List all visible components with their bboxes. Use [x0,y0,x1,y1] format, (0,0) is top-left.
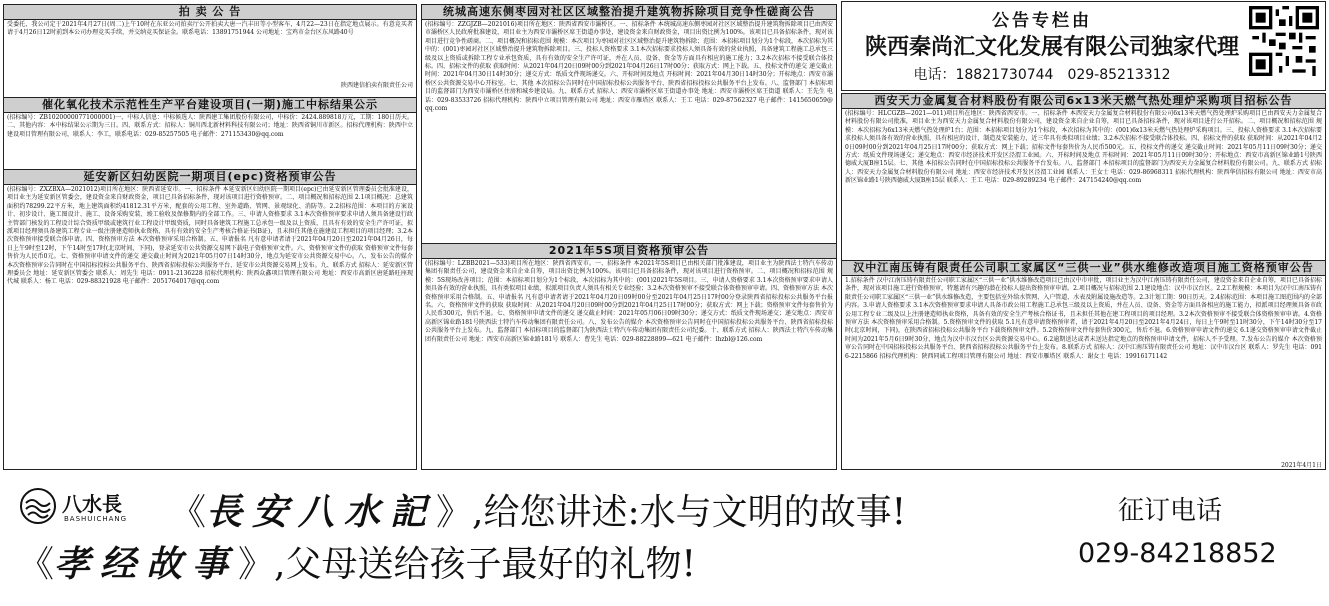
column-left [3,4,417,470]
column-middle [421,4,837,470]
catalyst-notice [4,97,416,170]
xitianda-text: (招标编号：HLCGZB—2021—011)项目所在地区：陕西省西安市。一、招标条件 本西安天力金属复合材料股份有限公司6x13米天燃气热处理炉采购项目已由西安天力金属复合材料股份有限公司批准，项目业主为西安天力金属复合材料股份有限公司，建设资金来自企业自筹，项目已具备招标条件，现对该项目进行公开招标。二、项目概况和招标范围 规模：本次招标为6x13米天燃气热处理炉1台；范围：本招标项目划分为1个标段，本次招标为其中的：(001)6x13米天燃气热处理炉采购项目。三、投标人资格要求 3.1本次招标要求投标人须具备有效的营业执照，具有相应的设计、制造及安装能力，近三年具有类似项目业绩；3.2本次招标不接受联合体投标。四、招标文件的获取 获取时间：从2021年04月20日09时00分到2021年04月25日17时00分；获取方式：网上下载；招标文件每套售价为人民币500元。五、投标文件的递交 递交截止时间：2021年05月11日09时30分；递交方式：纸质文件现场递交；递交地点：西安市经济技术开发区泾渭工业园。六、开标时间及地点 开标时间：2021年05月11日09时30分；开标地点：西安市高新区锦业路1号陕西德威大厦B座15层。七、其他 本招标公告同时在中国招标投标公共服务平台发布。八、监督部门 本招标项目的监督部门为西安天力金属复合材料股份有限公司。九、联系方式 招标人：西安天力金属复合材料股份有限公司 地址：西安市经济技术开发区泾渭工业园 联系人：王女士 电话：029-86968311 招标代理机构：陕西华信招标有限公司 地址：西安市高新区锦业路1号陕西德威大厦B座15层 联系人：王工 电话：029-89289234 电子邮件：247154240@qq.com [845,110,1322,185]
wave-logo-icon [18,486,58,526]
xitianda-title: 西安天力金属复合材料股份有限公司6x13米天燃气热处理炉采购项目招标公告 [842,94,1325,109]
slogan-line-2 [18,536,696,587]
fives-notice [422,243,836,469]
slogan2-title: 孝经故事 [54,543,239,585]
fives-text: (招标编号：LZBB2021—533)项目所在地区：陕西省西安市。一、招标条件 本2021年5S项目已由相关部门批准建设，项目业主为陕西法士特汽车传动集团有限责任公司，建设资金来自企业自筹，项目出资比例为100%。该项目已具备招标条件，现对该项目进行资格预审。二、项目概况和招标范围 规模：5S现场改善项目；范围：本招标项目划分为1个标段，本次招标为其中的：(001)2021年5S项目。三、申请人资格要求 3.1本次资格预审要求申请人须具备有效的营业执照，具有类似项目业绩，拟派项目负责人须具有相关专业经验；3.2本次资格预审不接受联合体资格预审申请。四、资格预审方法 本次资格预审采用合格制。五、申请报名 凡有意申请者请于2021年04月20日09时00分至2021年04月25日17时00分登录陕西省招标投标公共服务平台报名。六、资格预审文件的获取 获取时间：从2021年04月20日09时00分到2021年04月25日17时00分；获取方式：网上下载；资格预审文件每套售价为人民币300元，售后不退。七、资格预审申请文件的递交 递交截止时间：2021年05月06日09时30分；递交方式：纸质文件现场递交；递交地点：西安市高新区锦业路181号陕西法士特汽车传动集团有限责任公司。八、发布公告的媒介 本次资格预审公告同时在中国招标投标公共服务平台、陕西省招标投标公共服务平台上发布。九、监督部门 本招标项目的监督部门为陕西法士特汽车传动集团有限责任公司纪委。十、联系方式 招标人：陕西法士特汽车传动集团有限责任公司 地址：西安市高新区锦业路181号 联系人：曹先生 电话：029-88228899—621 电子邮件：lhzbl@126.com [425,260,833,343]
slogan1-suffix: 》,给您讲述:水与文明的故事! [436,492,907,533]
hanzhong-title: 汉中江南压铸有限责任公司职工家属区“三供一业”供水维修改造项目施工资格预审公告 [842,261,1325,276]
auction-text: 受委托，我公司定于2021年4月27日(周二)上午10时在东亚公司拍卖厅公开拍卖大唐一汽丰田等小型客车，4月22—23日在指定地点展示。有意竞买者请于4月26日12时前到本公司办理竞买手续，并交纳竞买保证金。联系电话：13891751944 公司地址：宝鸡市金台区东风路40号 [7,21,413,37]
jingbian-title: 统城高速东侧枣园对社区区域整治提升建筑物拆除项目竞争性磋商公告 [422,5,836,20]
bottom-advert [0,474,1329,606]
logo-text: 八水長 [62,492,122,516]
auction-sign: 陕西建信拍卖有限责任公司 [340,82,413,89]
slogan-line-1 [170,484,906,535]
column-right [841,93,1326,470]
slogan1-title: 長安八水記 [206,491,437,533]
slogan2-suffix: 》,父母送给孩子最好的礼物! [238,544,696,585]
ad-line1: 公告专栏由 [992,11,1092,31]
subscribe-phone: 029-84218852 [1078,538,1277,569]
catalyst-title: 催化氧化技术示范性生产平台建设项目(一期)施工中标结果公示 [4,98,416,113]
ad-phone: 电话：18821730744 029-85213312 [913,67,1171,83]
auction-title: 拍 卖 公 告 [4,5,416,20]
ad-line2: 陕西秦尚汇文化发展有限公司独家代理 [864,35,1239,60]
slogan2-prefix: 《 [18,544,55,585]
jingbian-text: (招标编号：ZZGJZB—2021016)项目所在地区：陕西省西安市灞桥区。一、招标条件 本统城高速东侧枣园对社区区域整治提升建筑物拆除项目已由西安市灞桥区人民政府批准建设，项目业主为西安市灞桥区席王街道办事处，建设资金来自财政资金，项目出资比例为100%。该项目已具备招标条件，现对该项目进行竞争性磋商。二、项目概况和招标范围 规模：本次项目为枣园对社区区域整治提升建筑物拆除；范围：本招标项目划分为1个标段，本次招标为其中的：(001)枣园对社区区域整治提升建筑物拆除项目。三、投标人资格要求 3.1本次招标要求投标人须具备有效的营业执照，具备建筑工程施工总承包三级及以上资质或拆除工程专业承包资质，具有有效的安全生产许可证，并在人员、设备、资金等方面具有相应的施工能力；3.2本次招标不接受联合体投标。四、招标文件的获取 获取时间：从2021年04月20日09时00分到2021年04月26日17时00分；获取方式：网上下载。五、投标文件的递交 递交截止时间：2021年04月30日14时30分；递交方式：纸质文件现场递交。六、开标时间及地点 开标时间：2021年04月30日14时30分；开标地点：西安市灞桥区公共资源交易中心开标室。七、其他 本次招标公告同时在中国招标投标公共服务平台、陕西省招标投标公共服务平台上发布。八、监督部门 本招标项目的监督部门为西安市灞桥区住房和城乡建设局。九、联系方式 招标人：西安市灞桥区席王街道办事处 地址：西安市灞桥区席王街道 联系人：王先生 电话：029-83533726 招标代理机构：陕西中立项目管理有限公司 地址：西安市雁塔区 联系人：王工 电话：029-87562327 电子邮件：1415650659@qq.com [425,21,833,113]
yanan-title: 延安新区妇幼医院一期项目(epc)资格预审公告 [4,170,416,185]
hanzhong-date: 2021年4月1日 [1281,462,1322,469]
hanzhong-notice [842,260,1325,469]
fives-title: 2021年5S项目资格预审公告 [422,244,836,259]
hanzhong-text: 1.招标条件 汉中江南压铸有限责任公司职工家属区“三供一业”供水维修改造项目已由汉中市审批，项目业主为汉中江南压铸有限责任公司，建设资金来自企业自筹，项目已具备招标条件，现对该项目施工进行资格预审，特邀请有兴趣的潜在投标人提出资格预审申请。2.项目概况与招标范围 2.1建设地点：汉中市汉台区。2.2工程规模：本项目为汉中江南压铸有限责任公司职工家属区“三供一业”供水维修改造，主要包括室外给水管网、入户管道、水表及附属设施改造等。2.3计划工期：90日历天。2.4招标范围：本项目施工图范围内的全部内容。3.申请人资格要求 3.1本次资格预审要求申请人具备市政公用工程施工总承包三级及以上资质，并在人员、设备、资金等方面具备相应的施工能力，拟派项目经理须具备市政公用工程专业二级及以上注册建造师执业资格，具备有效的安全生产考核合格证书，且未担任其他在建工程项目的项目经理。3.2本次资格预审不接受联合体资格预审申请。4.资格预审方法 本次资格预审采用合格制。5.资格预审文件的获取 5.1凡有意申请资格预审者，请于2021年4月20日至2021年4月24日，每日上午9时至11时30分，下午14时30分至17时(北京时间，下同)，在陕西省招标投标公共服务平台下载资格预审文件。5.2资格预审文件每套售价300元，售后不退。6.资格预审申请文件的递交 6.1递交资格预审申请文件截止时间为2021年5月6日9时30分，地点为汉中市汉台区公共资源交易中心。6.2逾期送达或者未送达指定地点的资格预审申请文件，招标人不予受理。7.发布公告的媒介 本次资格预审公告同时在中国招标投标公共服务平台、陕西省招标投标公共服务平台上发布。8.联系方式 招标人：汉中江南压铸有限责任公司 地址：汉中市汉台区 联系人：罗先生 电话：0916-2215866 招标代理机构：陕西同诚工程项目管理有限公司 地址：西安市雁塔区 联系人：谢女士 电话：19916171142 [845,277,1322,360]
qr-code-icon [1249,6,1319,76]
logo-subtext: BASHUICHANG [64,515,128,523]
yanan-text: (招标编号：ZXZBXA—2021012)项目所在地区：陕西省延安市。一、招标条件 本延安新区妇幼医院一期项目(epc)已由延安新区管理委员会批准建设，项目业主为延安新区管委会，建设资金来自财政资金，项目已具备招标条件，现对该项目进行资格预审。二、项目概况和招标范围 2.1项目概况：总建筑面积约78299.22平方米，地上建筑面积约41812.31平方米，配套的公用工程、室外道路、管网、景观绿化、消防等。2.2招标范围：本项目的方案设计、初步设计、施工图设计、施工、设备采购安装、竣工验收及保修期内的全部工作。三、申请人资格要求 3.1本次资格预审要求申请人须具备建设行政主管部门核发的工程设计综合资质甲级或建筑行业工程设计甲级资质，同时具备建筑工程施工总承包一级及以上资质，且具有有效的安全生产许可证，拟派项目经理须具备建筑工程专业一级注册建造师执业资格，具有有效的安全生产考核合格证书(B证)，且未担任其他在施建设工程项目的项目经理；3.2本次资格预审接受联合体申请。四、资格预审方法 本次资格预审采用合格制。五、申请报名 凡有意申请者请于2021年04月20日至2021年04月26日，每日上午9时至12时，下午14时至17时(北京时间，下同)，登录延安市公共资源交易网下载电子资格预审文件。六、资格预审文件的获取 资格预审文件每套售价为人民币0元。七、资格预审申请文件的递交 递交截止时间为2021年05月07日14时30分，地点为延安市公共资源交易中心。八、发布公告的媒介 本次资格预审公告同时在中国招标投标公共服务平台、陕西省招标投标公共服务平台、延安市公共资源交易网上发布。九、联系方式 招标人：延安新区管理委员会 地址：延安新区管委会 联系人：周先生 电话：0911-2136228 招标代理机构：陕西众鑫项目管理有限公司 地址：西安市高新区唐延路旺座现代城 联系人：杨工 电话：029-88321928 电子邮件：2051764017@qq.com [7,186,413,286]
ad-banner [841,1,1326,91]
bashuichang-logo [18,482,168,530]
catalyst-text: (招标编号：ZB10200000771000001)一、中标人信息：中标候选人：陕西建工集团股份有限公司，中标价：2424.889818万元，工期：180日历天。二、其他内容：本中标结果公示期为三日。四、联系方式：招标人：铜川西北新材料科技有限公司；地址：陕西省铜川市新区。招标代理机构：陕西中立建设项目管理有限公司，联系人：李工，联系电话：029-85257505 电子邮件：271153430@qq.com [7,114,413,138]
slogan1-prefix: 《 [170,492,207,533]
subscribe-label: 征订电话 [1118,496,1223,526]
yanan-notice [4,169,416,469]
